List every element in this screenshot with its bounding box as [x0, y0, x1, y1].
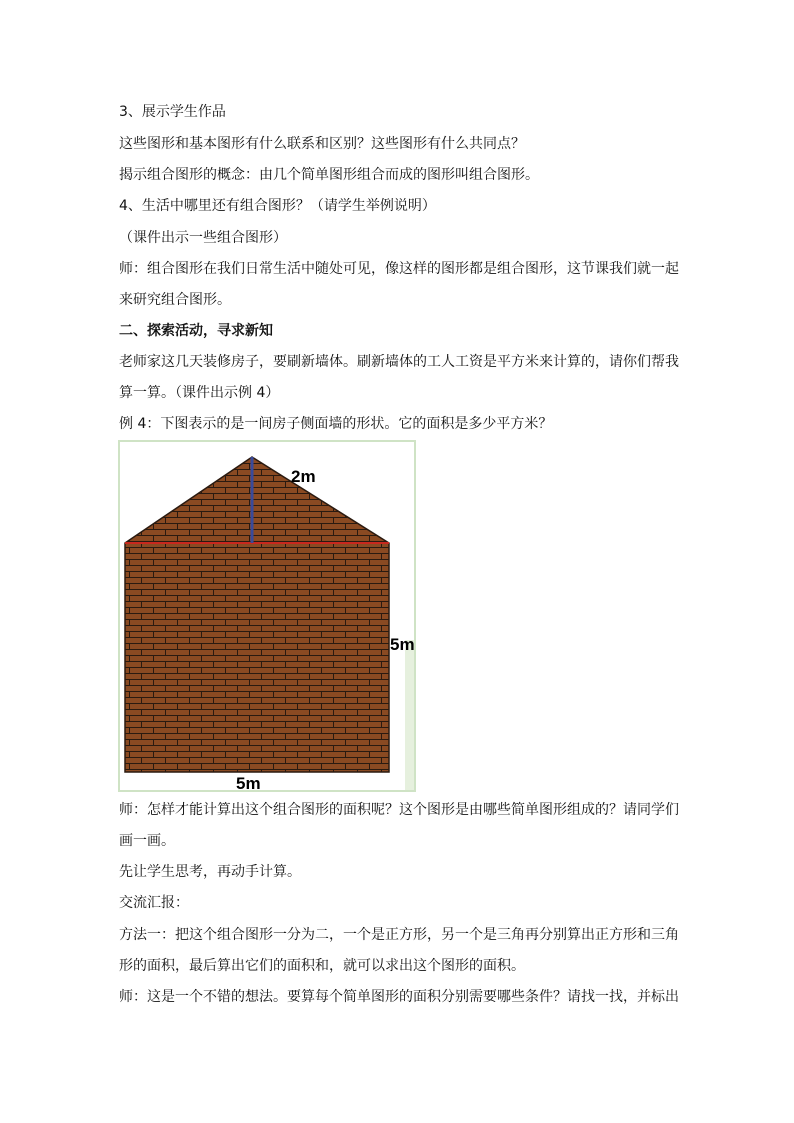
text-line-6: 师：组合图形在我们日常生活中随处可见，像这样的图形都是组合图形，这节课我们就一起 — [119, 261, 679, 277]
text-line-3: 揭示组合图形的概念：由几个简单图形组合而成的图形叫组合图形。 — [119, 167, 539, 183]
text-line-7: 来研究组合图形。 — [119, 292, 231, 308]
text-line-10: 算一算。（课件出示例 4） — [119, 385, 280, 401]
house-wall-drawing — [118, 440, 416, 792]
text-line-12: 师：怎样才能计算出这个组合图形的面积呢？这个图形是由哪些简单图形组成的？请同学们 — [119, 802, 679, 818]
example-prompt: 例 4：下图表示的是一间房子侧面墙的形状。它的面积是多少平方米？ — [119, 416, 553, 432]
text-line-14: 先让学生思考，再动手计算。 — [119, 864, 301, 880]
section-heading: 二、探索活动，寻求新知 — [119, 323, 273, 339]
text-line-1: 3、展示学生作品 — [119, 104, 226, 120]
text-line-5: （课件出示一些组合图形） — [119, 230, 287, 246]
text-line-2: 这些图形和基本图形有什么联系和区别？这些图形有什么共同点？ — [119, 136, 525, 152]
text-line-4: 4、生活中哪里还有组合图形？（请学生举例说明） — [119, 198, 436, 214]
house-wall-figure — [118, 440, 416, 792]
base-label: 5m — [236, 774, 261, 792]
text-line-13: 画一画。 — [119, 833, 175, 849]
frame-shadow — [405, 640, 414, 790]
side-label: 5m — [390, 635, 415, 654]
text-line-15: 交流汇报： — [119, 895, 189, 911]
text-line-16: 方法一：把这个组合图形一分为二，一个是正方形，另一个是三角再分别算出正方形和三角 — [119, 927, 679, 943]
height-label: 2m — [291, 467, 316, 486]
brick-wall — [118, 440, 416, 792]
text-line-9: 老师家这几天装修房子，要刷新墙体。刷新墙体的工人工资是平方米来计算的，请你们帮我 — [119, 354, 679, 370]
text-line-18: 师：这是一个不错的想法。要算每个简单图形的面积分别需要哪些条件？请找一找，并标出 — [119, 989, 679, 1005]
text-line-17: 形的面积，最后算出它们的面积和，就可以求出这个图形的面积。 — [119, 958, 525, 974]
